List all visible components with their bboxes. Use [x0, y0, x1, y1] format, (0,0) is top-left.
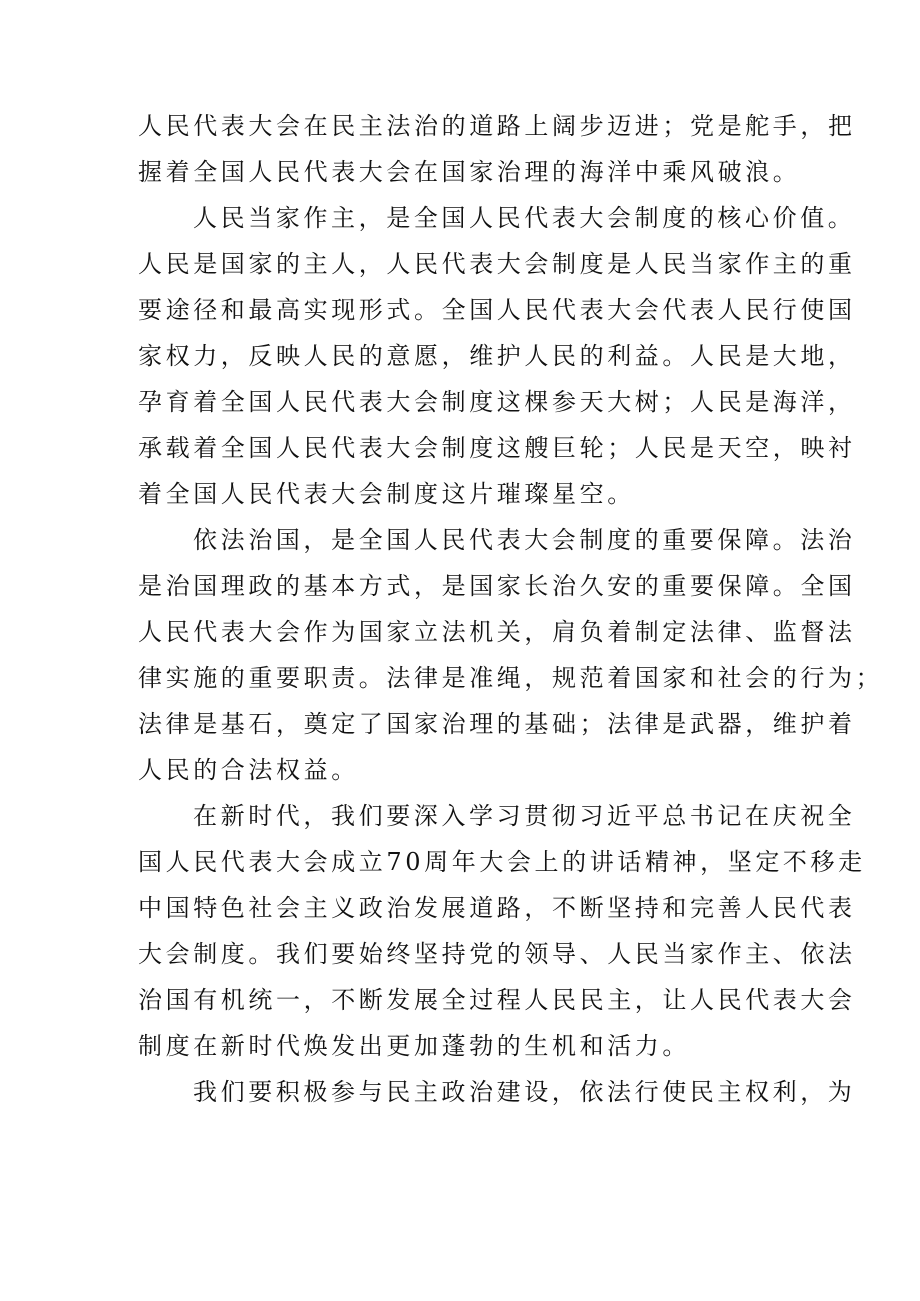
text-line: 法律是基石，奠定了国家治理的基础；法律是武器，维护着: [138, 710, 856, 738]
paragraph: [138, 195, 856, 517]
paragraph: [138, 517, 884, 793]
text-line: 人民是国家的主人，人民代表大会制度是人民当家作主的重: [138, 250, 856, 278]
text-line: 人民的合法权益。: [138, 756, 359, 784]
text-line: 人民当家作主，是全国人民代表大会制度的核心价值。: [193, 204, 856, 232]
paragraph: [138, 103, 856, 195]
paragraph: [138, 1069, 856, 1115]
text-line: 在新时代，我们要深入学习贯彻习近平总书记在庆祝全: [193, 802, 856, 830]
paragraph: [138, 793, 866, 1069]
text-line: 是治国理政的基本方式，是国家长治久安的重要保障。全国: [138, 572, 856, 600]
text-line: 家权力，反映人民的意愿，维护人民的利益。人民是大地，: [138, 342, 856, 370]
text-line: 中国特色社会主义政治发展道路，不断坚持和完善人民代表: [138, 894, 856, 922]
text-line: 孕育着全国人民代表大会制度这棵参天大树；人民是海洋，: [138, 388, 856, 416]
text-line: 着全国人民代表大会制度这片璀璨星空。: [138, 480, 635, 508]
text-line: 人民代表大会在民主法治的道路上阔步迈进；党是舵手，把: [138, 112, 856, 140]
text-line: 治国有机统一，不断发展全过程人民民主，让人民代表大会: [138, 986, 856, 1014]
text-line: 大会制度。我们要始终坚持党的领导、人民当家作主、依法: [138, 940, 856, 968]
text-line: 承载着全国人民代表大会制度这艘巨轮；人民是天空，映衬: [138, 434, 856, 462]
text-line: 制度在新时代焕发出更加蓬勃的生机和活力。: [138, 1032, 690, 1060]
text-line: 律实施的重要职责。法律是准绳，规范着国家和社会的行为；: [138, 664, 884, 692]
document-body: [138, 103, 884, 1115]
text-line: 握着全国人民代表大会在国家治理的海洋中乘风破浪。: [138, 158, 801, 186]
text-line: 人民代表大会作为国家立法机关，肩负着制定法律、监督法: [138, 618, 856, 646]
text-line: 要途径和最高实现形式。全国人民代表大会代表人民行使国: [138, 296, 856, 324]
text-line: 国人民代表大会成立70周年大会上的讲话精神，坚定不移走: [138, 848, 866, 876]
text-line: 依法治国，是全国人民代表大会制度的重要保障。法治: [193, 526, 856, 554]
text-line: 我们要积极参与民主政治建设，依法行使民主权利，为: [193, 1078, 856, 1106]
